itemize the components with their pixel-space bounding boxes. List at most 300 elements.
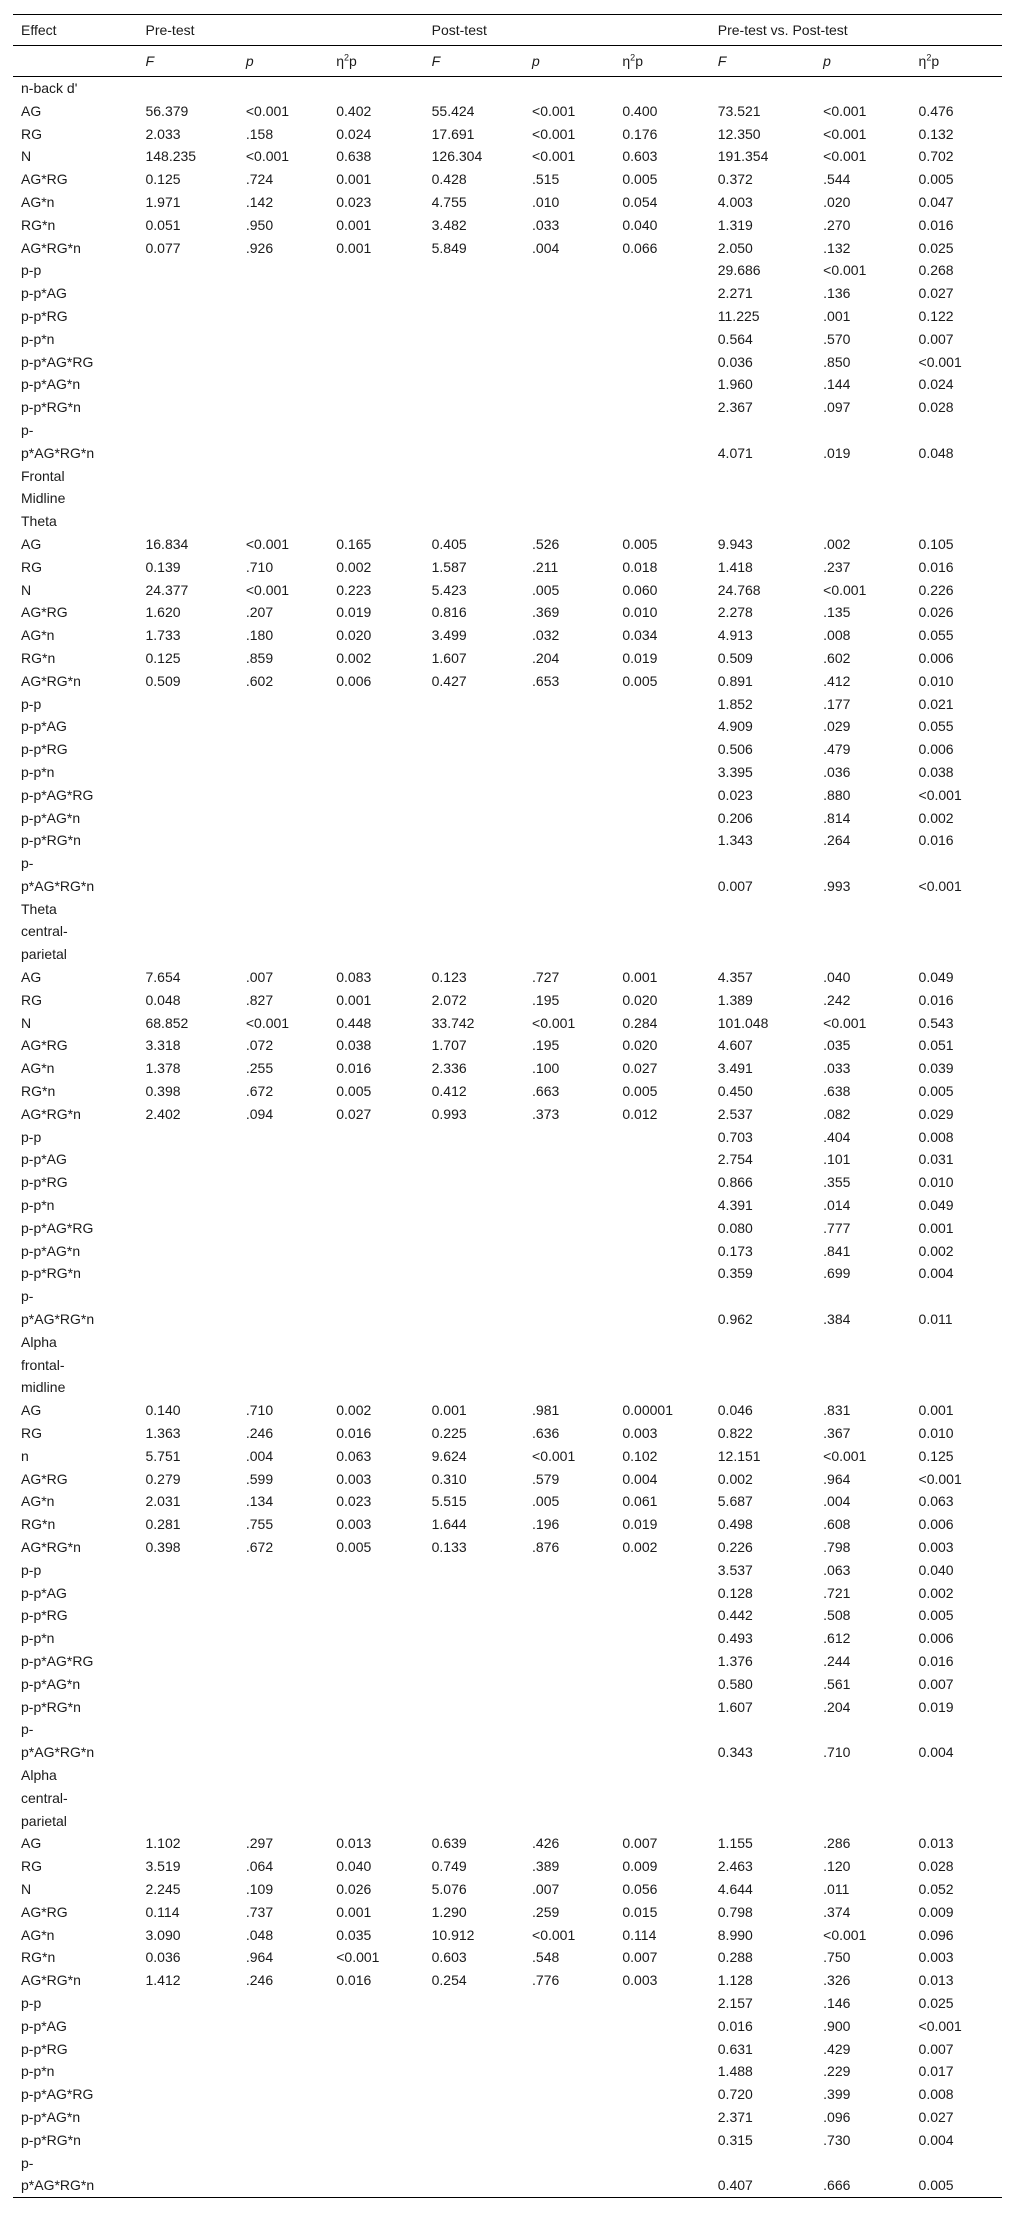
post-p-cell: .032: [532, 627, 560, 644]
effect-label: N: [21, 148, 32, 165]
effect-label: AG*RG: [21, 171, 68, 188]
pre-p-cell: [238, 2106, 328, 2129]
post-eta-cell: 0.060: [622, 581, 658, 598]
pre-eta-cell: 0.001: [336, 1903, 372, 1920]
post-f-cell: 55.424: [431, 102, 475, 119]
table-row: [13, 784, 1002, 807]
prepost-f-cell: 0.891: [717, 672, 753, 689]
post-f-cell: [424, 784, 524, 807]
prepost-f-cell: 0.080: [717, 1219, 753, 1236]
post-eta-cell: 0.003: [622, 1425, 658, 1442]
table-row: [13, 1399, 1002, 1422]
post-p-cell: <0.001: [532, 102, 576, 119]
pre-eta-cell: [328, 715, 423, 738]
pre-eta-cell: 0.020: [336, 627, 372, 644]
prepost-p-cell: .880: [823, 786, 851, 803]
header-row-groups: [13, 15, 1002, 46]
prepost-p-cell: .242: [823, 991, 851, 1008]
prepost-eta-cell: 0.004: [918, 1265, 954, 1282]
prepost-eta-cell: 0.025: [918, 239, 954, 256]
pre-f-cell: 0.036: [145, 1949, 181, 1966]
post-p-cell: [524, 1285, 614, 1331]
effect-label: p-p: [21, 1561, 42, 1578]
pre-f-cell: [137, 1559, 237, 1582]
pre-eta-cell: [328, 852, 423, 898]
pre-f-cell: [137, 282, 237, 305]
effect-label: p-p*AG*RG: [21, 786, 94, 803]
pre-f-cell: 1.363: [145, 1425, 181, 1442]
pre-p-cell: [238, 1718, 328, 1764]
prepost-eta-cell: 0.016: [918, 1652, 954, 1669]
prepost-eta-cell: 0.122: [918, 307, 954, 324]
pre-p-cell: .755: [245, 1516, 274, 1533]
prepost-eta-cell: 0.002: [918, 809, 954, 826]
prepost-f-cell: 12.151: [717, 1447, 761, 1464]
pre-f-cell: 0.140: [145, 1402, 181, 1419]
post-eta-cell: [614, 2015, 709, 2038]
prepost-eta-cell: 0.005: [918, 1083, 954, 1100]
prepost-eta-cell: 0.005: [911, 2152, 1002, 2198]
post-p-cell: <0.001: [532, 1926, 576, 1943]
pre-eta-cell: [328, 2083, 423, 2106]
prepost-eta-cell: 0.010: [918, 1174, 954, 1191]
pre-f-cell: [137, 1718, 237, 1764]
prepost-f-cell: 2.050: [717, 239, 753, 256]
pre-p-cell: [238, 829, 328, 852]
table-row: [13, 237, 1002, 260]
post-f-cell: [424, 761, 524, 784]
post-eta-cell: [614, 1285, 709, 1331]
table-row: [13, 1034, 1002, 1057]
pre-eta-cell: [328, 2106, 423, 2129]
pre-p-cell: [238, 715, 328, 738]
prepost-p-cell: .721: [823, 1584, 851, 1601]
prepost-eta-cell: 0.029: [918, 1105, 954, 1122]
pre-p-cell: [238, 784, 328, 807]
effect-label: RG: [21, 558, 42, 575]
effect-label: p-p*AG*n: [21, 1675, 81, 1692]
prepost-f-cell: 0.450: [717, 1083, 753, 1100]
post-f-cell: 17.691: [431, 125, 475, 142]
pre-f-cell: 0.281: [145, 1516, 181, 1533]
pre-eta-cell: [328, 1673, 423, 1696]
pre-f-cell: [137, 761, 237, 784]
pre-eta-cell: 0.038: [336, 1037, 372, 1054]
pre-f-cell: [137, 1240, 237, 1263]
prepost-p-cell: .264: [823, 832, 851, 849]
table-row: [13, 1468, 1002, 1491]
post-p-cell: [524, 693, 614, 716]
pre-p-cell: [238, 1126, 328, 1149]
pre-eta-cell: 0.002: [336, 558, 372, 575]
prepost-p-cell: .244: [823, 1652, 851, 1669]
effect-label: AG*RG*n: [21, 1972, 81, 1989]
prepost-eta-cell: 0.038: [918, 763, 954, 780]
post-f-cell: [424, 1262, 524, 1285]
pre-f-cell: [137, 2038, 237, 2061]
pre-p-cell: .599: [245, 1470, 274, 1487]
table-row: [13, 1171, 1002, 1194]
post-eta-cell: [614, 1240, 709, 1263]
table-row: [13, 693, 1002, 716]
effect-label: AG*n: [21, 1493, 55, 1510]
pre-p-cell: .950: [245, 216, 274, 233]
table-row: [13, 1992, 1002, 2015]
prepost-f-cell: 4.913: [717, 627, 753, 644]
pre-eta-cell: [328, 1559, 423, 1582]
prepost-f-cell: [710, 465, 815, 533]
pre-eta-cell: 0.448: [336, 1014, 372, 1031]
post-f-cell: [424, 2129, 524, 2152]
post-f-cell: 5.423: [431, 581, 467, 598]
prepost-f-cell: 0.506: [717, 741, 753, 758]
pre-p-cell: [238, 693, 328, 716]
prepost-f-cell: 0.046: [717, 1402, 753, 1419]
prepost-eta-cell: [911, 898, 1002, 966]
post-p-cell: [524, 77, 614, 100]
pre-eta-cell: 0.027: [336, 1105, 372, 1122]
effect-label: AG: [21, 102, 42, 119]
pre-eta-cell: [328, 282, 423, 305]
pre-p-cell: [238, 305, 328, 328]
pre-p-cell: [238, 373, 328, 396]
prepost-p-cell: .177: [823, 695, 851, 712]
pre-eta-cell: 0.638: [336, 148, 372, 165]
pre-eta-cell: 0.005: [336, 1083, 372, 1100]
effect-column-header: Effect: [13, 15, 137, 46]
effect-label: p- p*AG*RG*n: [21, 1288, 95, 1328]
post-eta-cell: [614, 898, 709, 966]
prepost-p-cell: .367: [823, 1425, 851, 1442]
prepost-f-cell: 0.128: [717, 1584, 753, 1601]
post-eta-cell: [614, 1718, 709, 1764]
pre-p-cell: [238, 1194, 328, 1217]
post-eta-cell: 0.034: [622, 627, 658, 644]
effect-label: p- p*AG*RG*n: [13, 2152, 137, 2198]
prepost-f-cell: 3.491: [717, 1060, 753, 1077]
pre-eta-cell: 0.016: [336, 1060, 372, 1077]
pre-eta-cell: 0.001: [336, 171, 372, 188]
table-row: [13, 966, 1002, 989]
post-f-cell: [424, 373, 524, 396]
table-row: [13, 1490, 1002, 1513]
pre-f-cell: [137, 1194, 237, 1217]
pre-f-cell: [137, 328, 237, 351]
post-f-cell: 10.912: [431, 1926, 475, 1943]
table-row: [13, 715, 1002, 738]
post-p-cell: .033: [532, 216, 560, 233]
prepost-p-cell: .850: [823, 353, 851, 370]
effect-label: p-p*AG: [21, 2017, 67, 2034]
prepost-p-cell: <0.001: [823, 262, 867, 279]
effect-label: AG*RG: [21, 1470, 68, 1487]
prepost-p-cell: .144: [823, 376, 851, 393]
prepost-f-cell: 4.003: [717, 193, 753, 210]
post-f-cell: [424, 77, 524, 100]
prepost-p-cell: .374: [823, 1903, 851, 1920]
post-eta-cell: 0.005: [622, 1083, 658, 1100]
post-f-cell: [424, 693, 524, 716]
prepost-f-cell: 4.607: [717, 1037, 753, 1054]
effect-label: p-p*RG: [21, 741, 68, 758]
table-row: [13, 259, 1002, 282]
prepost-p-cell: .638: [823, 1083, 851, 1100]
prepost-eta-cell: 0.004: [918, 2131, 954, 2148]
post-f-cell: 0.816: [431, 604, 467, 621]
prepost-eta-cell: 0.005: [918, 1607, 954, 1624]
prepost-eta-cell: 0.024: [918, 376, 954, 393]
post-p-cell: .389: [532, 1858, 560, 1875]
effect-label: p-p: [21, 262, 42, 279]
prepost-p-cell: .082: [823, 1105, 851, 1122]
effect-label: N: [21, 1014, 32, 1031]
pre-p-cell: .859: [245, 649, 274, 666]
effect-label: AG*RG*n: [21, 1105, 81, 1122]
post-eta-cell: [614, 2129, 709, 2152]
post-p-cell: .579: [532, 1470, 560, 1487]
prepost-f-cell: 1.960: [717, 376, 753, 393]
pre-eta-cell: [328, 1718, 423, 1764]
pre-p-cell: .048: [245, 1926, 274, 1943]
prepost-f-cell: 24.768: [717, 581, 761, 598]
pre-f-cell: 0.398: [145, 1539, 181, 1555]
pre-p-cell: .180: [245, 627, 274, 644]
table-row: [13, 1126, 1002, 1149]
pre-eta-cell: 0.223: [336, 581, 372, 598]
prepost-p-cell: .404: [823, 1128, 851, 1145]
pre-eta-cell: [328, 761, 423, 784]
effect-label: AG*RG: [21, 604, 68, 621]
pre-f-cell: [137, 693, 237, 716]
prepost-eta-cell: 0.049: [918, 1197, 954, 1214]
post-p-cell: [524, 1126, 614, 1149]
post-p-cell: .196: [532, 1516, 560, 1533]
pre-eta-cell: <0.001: [336, 1949, 380, 1966]
prepost-f-cell: 1.343: [717, 832, 753, 849]
pre-f-cell: [137, 1331, 237, 1399]
pre-p-cell: [238, 351, 328, 374]
post-eta-cell: [614, 1262, 709, 1285]
prepost-eta-cell: 0.027: [918, 285, 954, 302]
post-eta-cell: 0.018: [622, 558, 658, 575]
pre-eta-cell: [328, 1285, 423, 1331]
pre-f-cell: [137, 1126, 237, 1149]
prepost-eta-cell: [911, 77, 1002, 100]
pre-f-cell: [137, 1148, 237, 1171]
effect-label: p-p*RG*n: [21, 1698, 81, 1715]
post-p-cell: [524, 2038, 614, 2061]
prepost-p-cell: .020: [823, 193, 851, 210]
prepost-eta-cell: 0.031: [918, 1151, 954, 1168]
post-p-cell: [524, 305, 614, 328]
table-row: [13, 1924, 1002, 1947]
prepost-f-cell: 0.866: [717, 1174, 753, 1191]
pre-eta-cell: [328, 2152, 423, 2198]
table-row: [13, 1696, 1002, 1719]
post-test-header: Post-test: [424, 15, 710, 46]
pre-eta-cell: 0.402: [336, 102, 372, 119]
post-f-cell: 0.412: [431, 1083, 467, 1100]
pre-f-cell: 0.077: [145, 239, 181, 256]
post-eta-cell: 0.284: [622, 1014, 658, 1031]
prepost-f-cell: 8.990: [717, 1926, 753, 1943]
pre-eta-header: $\eta^2p$: [328, 46, 423, 77]
pre-p-cell: .004: [245, 1447, 274, 1464]
post-eta-cell: 0.400: [622, 102, 658, 119]
prepost-f-cell: 4.644: [717, 1880, 753, 1897]
prepost-eta-cell: 0.013: [918, 1972, 954, 1989]
pre-eta-cell: 0.035: [336, 1926, 372, 1943]
pre-f-cell: 24.377: [145, 581, 189, 598]
pre-f-cell: 148.235: [145, 148, 197, 165]
pre-p-cell: <0.001: [245, 148, 290, 165]
prepost-f-cell: 9.943: [717, 535, 753, 552]
post-p-cell: [524, 1217, 614, 1240]
prepost-f-cell: [710, 898, 815, 966]
prepost-p-cell: <0.001: [823, 102, 867, 119]
post-p-cell: .010: [532, 193, 560, 210]
pre-p-cell: [238, 1604, 328, 1627]
post-eta-cell: [614, 351, 709, 374]
prepost-p-cell: .096: [823, 2108, 851, 2125]
post-eta-cell: 0.176: [622, 125, 658, 142]
pre-p-cell: .255: [245, 1060, 274, 1077]
prepost-eta-cell: 0.055: [918, 627, 954, 644]
pre-f-cell: 16.834: [145, 535, 189, 552]
pre-p-cell: [238, 282, 328, 305]
pre-eta-cell: 0.165: [336, 535, 372, 552]
post-f-cell: 2.072: [431, 991, 467, 1008]
post-eta-cell: 0.603: [622, 148, 658, 165]
prepost-eta-cell: 0.019: [918, 1698, 954, 1715]
prepost-f-cell: 1.376: [717, 1652, 753, 1669]
post-eta-cell: [614, 373, 709, 396]
post-f-cell: 5.515: [431, 1493, 467, 1510]
prepost-p-cell: <0.001: [823, 1014, 867, 1031]
pre-eta-cell: [328, 305, 423, 328]
prepost-p-cell: .019: [823, 444, 851, 461]
post-eta-cell: 0.061: [622, 1493, 658, 1510]
post-f-cell: [424, 1217, 524, 1240]
prepost-f-cell: 0.023: [717, 786, 753, 803]
effect-label: N: [21, 1880, 32, 1897]
prepost-eta-cell: 0.028: [918, 1858, 954, 1875]
post-eta-cell: [614, 305, 709, 328]
prepost-f-cell: 2.278: [717, 604, 753, 621]
prepost-eta-cell: 0.001: [918, 1402, 954, 1419]
prepost-eta-cell: 0.007: [918, 1675, 954, 1692]
effect-label: RG*n: [21, 1083, 56, 1100]
pre-f-cell: 7.654: [145, 969, 181, 986]
pre-f-cell: 3.519: [145, 1858, 181, 1875]
post-f-cell: 5.076: [431, 1880, 467, 1897]
prepost-p-cell: .602: [823, 649, 851, 666]
effect-label: p-p*AG*RG: [21, 1219, 94, 1236]
table-row: [13, 1650, 1002, 1673]
prepost-eta-cell: 0.003: [918, 1949, 954, 1966]
effect-label: AG*n: [21, 627, 55, 644]
pre-p-header: p: [238, 46, 328, 77]
post-eta-cell: [614, 715, 709, 738]
prepost-eta-cell: 0.006: [918, 741, 954, 758]
prepost-eta-cell: 0.025: [918, 1994, 954, 2011]
pre-f-cell: 5.751: [145, 1447, 181, 1464]
prepost-p-cell: .561: [823, 1675, 851, 1692]
pre-p-cell: .246: [245, 1425, 274, 1442]
post-eta-cell: [614, 2060, 709, 2083]
post-eta-cell: [614, 1650, 709, 1673]
pre-eta-cell: 0.023: [336, 1493, 372, 1510]
post-eta-cell: [614, 1559, 709, 1582]
post-p-cell: [524, 328, 614, 351]
prepost-eta-cell: 0.016: [918, 216, 954, 233]
prepost-eta-cell: 0.017: [918, 2063, 954, 2080]
post-f-cell: [424, 419, 524, 465]
prepost-f-cell: 2.754: [717, 1151, 753, 1168]
prepost-f-cell: 2.371: [717, 2108, 753, 2125]
pre-eta-cell: [328, 1627, 423, 1650]
effect-label: Alpha frontal- midline: [21, 1333, 66, 1396]
pre-eta-cell: [328, 1148, 423, 1171]
prepost-p-cell: .831: [823, 1402, 851, 1419]
prepost-eta-cell: 0.049: [918, 969, 954, 986]
post-p-cell: [524, 1194, 614, 1217]
post-p-cell: [524, 1696, 614, 1719]
post-f-cell: [424, 2106, 524, 2129]
prepost-f-cell: 0.822: [717, 1425, 753, 1442]
post-p-header: p: [524, 46, 614, 77]
pre-f-cell: [137, 852, 237, 898]
prepost-f-cell: 4.071: [717, 444, 753, 461]
prepost-eta-cell: 0.006: [918, 649, 954, 666]
post-f-cell: [424, 1673, 524, 1696]
pre-p-cell: .134: [245, 1493, 274, 1510]
prepost-eta-cell: 0.702: [918, 148, 954, 165]
table-row: [13, 1285, 1002, 1331]
prepost-p-cell: .608: [823, 1516, 851, 1533]
prepost-p-cell: .014: [823, 1197, 851, 1214]
post-f-cell: 1.607: [431, 649, 467, 666]
post-eta-cell: [614, 761, 709, 784]
post-f-cell: 0.310: [431, 1470, 467, 1487]
effect-label: n: [21, 1447, 29, 1464]
pre-f-cell: [137, 1217, 237, 1240]
prepost-f-cell: 3.395: [717, 763, 753, 780]
prepost-eta-cell: 0.051: [918, 1037, 954, 1054]
pre-p-cell: .710: [245, 1402, 274, 1419]
prepost-p-cell: .699: [823, 1265, 851, 1282]
prepost-f-cell: 0.493: [717, 1630, 753, 1647]
post-eta-cell: 0.007: [622, 1949, 658, 1966]
post-eta-cell: 0.114: [622, 1926, 657, 1943]
table-row: [13, 1673, 1002, 1696]
pre-p-cell: [238, 1696, 328, 1719]
prepost-f-cell: 0.442: [717, 1607, 753, 1624]
post-f-cell: [424, 1650, 524, 1673]
pre-f-cell: [137, 829, 237, 852]
post-f-cell: 3.482: [431, 216, 467, 233]
prepost-p-cell: .029: [823, 718, 851, 735]
post-f-cell: [424, 259, 524, 282]
post-f-cell: [424, 2083, 524, 2106]
pre-f-cell: 0.398: [145, 1083, 181, 1100]
pre-p-cell: [238, 1992, 328, 2015]
prepost-f-cell: 0.372: [717, 171, 753, 188]
post-eta-cell: 0.002: [622, 1539, 658, 1555]
prepost-eta-cell: 0.007: [918, 2040, 954, 2057]
post-p-cell: <0.001: [532, 148, 576, 165]
prepost-f-cell: 1.128: [717, 1972, 753, 1989]
